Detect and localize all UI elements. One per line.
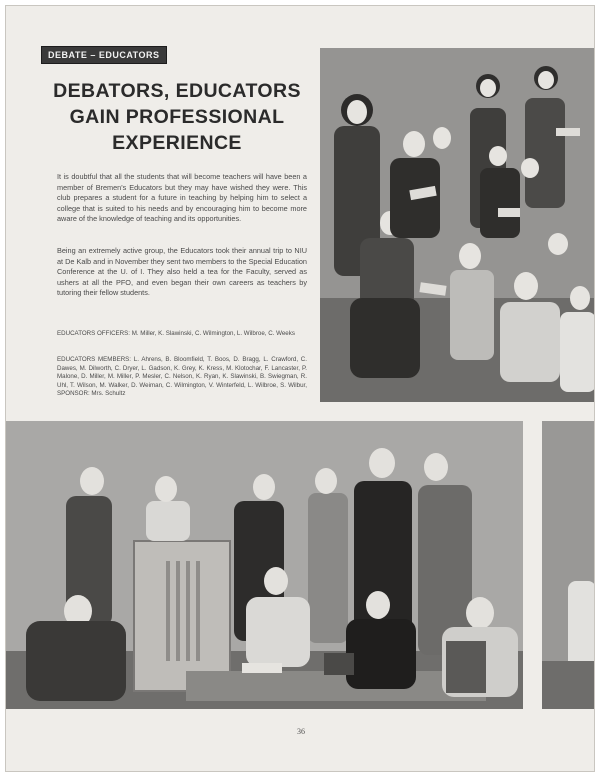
members-caption: EDUCATORS MEMBERS: L. Ahrens, B. Bloomfield, T. Boos, D. Bragg, L. Crawford, C. Dawes, M. Dilworth, C. Dryer, L. Gadson, K. Grey, K. Kress, M. Klotochar, F. Lancaster, P. Malone, D. Miller, M. Miller, P. Mesler, C. Nelson, K. Ryan, K. Slawinski, B. Swiegman, R. Uhl, T. Wilson, M. Walker, D. Weiman, C. Wilmington, V. Winterfeld, L. Wilbroe, S. Wilbur, SPONSOR: Mrs. Schultz (57, 356, 307, 398)
educators-group-photo-art (320, 48, 595, 402)
section-tag: DEBATE – EDUCATORS (41, 46, 167, 64)
cropped-photo-strip-art (542, 421, 595, 709)
yearbook-page (5, 5, 595, 772)
page-number: 36 (297, 727, 305, 736)
headline: DEBATORS, EDUCATORS GAIN PROFESSIONAL EXPERIENCE (53, 80, 301, 154)
paragraph-intro: It is doubtful that all the students that will become teachers will have been a member of Bremen's Educators but they may have wished they were. This club prepares a student for a future in teaching by helping him to select a college that is suited to his needs and by encouraging him to become more aware of the knowledge of teaching and its opportunities. (57, 172, 307, 224)
officers-caption: EDUCATORS OFFICERS: M. Miller, K. Slawinski, C. Wilmington, L. Wilbroe, C. Weeks (57, 330, 295, 337)
debaters-group-photo (6, 421, 523, 709)
educators-group-photo (320, 48, 595, 402)
paragraph-activities: Being an extremely active group, the Educators took their annual trip to NIU at De Kalb and in November they sent two members to the Special Education Conference at the U. of I. They also held a tea for the Faculty, served as ushers at all the PFO, and even began their own careers as teachers by tutoring their fellow students. (57, 246, 307, 298)
debaters-group-photo-art (6, 421, 523, 709)
cropped-photo-strip (542, 421, 595, 709)
